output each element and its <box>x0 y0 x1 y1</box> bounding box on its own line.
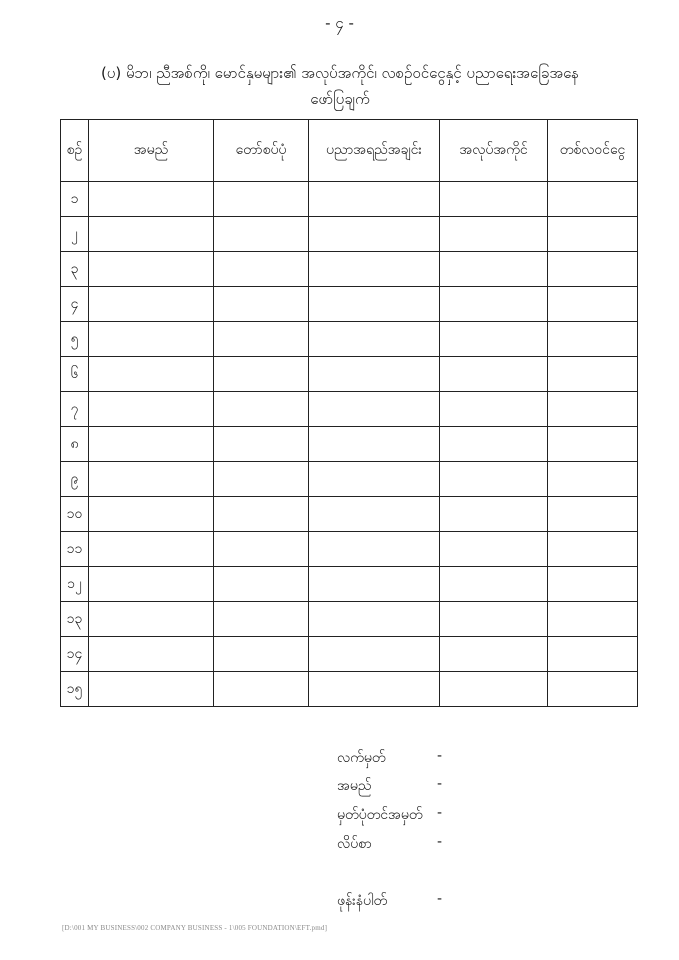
id-number-dash: - <box>437 805 443 821</box>
row-serial: ၁၁ <box>61 532 89 567</box>
cell-income[interactable] <box>548 217 638 252</box>
row-serial: ၅ <box>61 322 89 357</box>
table-header-row <box>61 120 638 182</box>
header-serial: စဉ် <box>61 120 89 182</box>
row-serial: ၄ <box>61 287 89 322</box>
phone-row[interactable] <box>337 891 557 913</box>
table-row <box>61 532 638 567</box>
cell-occupation[interactable] <box>440 462 548 497</box>
heading-line-1: (ပ) မိဘ၊ ညီအစ်ကို၊ မောင်နှမများ၏ အလုပ်အကိုင်၊ လစဉ်ဝင်ငွေနှင့် ပညာရေးအခြေအနေ <box>100 64 580 82</box>
row-serial: ၁၂ <box>61 567 89 602</box>
phone-dash: - <box>437 891 443 907</box>
id-number-row[interactable] <box>337 805 557 827</box>
table-row <box>61 602 638 637</box>
table-row <box>61 287 638 322</box>
cell-name[interactable] <box>89 672 214 707</box>
cell-name[interactable] <box>89 637 214 672</box>
row-serial: ၈ <box>61 427 89 462</box>
phone-label: ဖုန်းနံပါတ် <box>337 893 388 909</box>
cell-income[interactable] <box>548 322 638 357</box>
row-serial: ၁၅ <box>61 672 89 707</box>
cell-name[interactable] <box>89 217 214 252</box>
cell-occupation[interactable] <box>440 672 548 707</box>
cell-name[interactable] <box>89 427 214 462</box>
cell-name[interactable] <box>89 392 214 427</box>
cell-education[interactable] <box>309 462 440 497</box>
cell-relationship[interactable] <box>214 567 309 602</box>
cell-occupation[interactable] <box>440 182 548 217</box>
table-row <box>61 427 638 462</box>
cell-income[interactable] <box>548 427 638 462</box>
cell-education[interactable] <box>309 497 440 532</box>
cell-income[interactable] <box>548 672 638 707</box>
header-occupation: အလုပ်အကိုင် <box>440 120 548 182</box>
id-number-label: မှတ်ပုံတင်အမှတ် <box>337 807 423 823</box>
cell-education[interactable] <box>309 427 440 462</box>
cell-name[interactable] <box>89 462 214 497</box>
row-serial: ၆ <box>61 357 89 392</box>
family-info-table <box>60 119 638 707</box>
row-serial: ၁၃ <box>61 602 89 637</box>
cell-income[interactable] <box>548 602 638 637</box>
row-serial: ၂ <box>61 217 89 252</box>
signature-row[interactable] <box>337 748 557 770</box>
cell-relationship[interactable] <box>214 217 309 252</box>
row-serial: ၉ <box>61 462 89 497</box>
table-row <box>61 567 638 602</box>
cell-education[interactable] <box>309 602 440 637</box>
cell-relationship[interactable] <box>214 357 309 392</box>
cell-relationship[interactable] <box>214 322 309 357</box>
cell-relationship[interactable] <box>214 637 309 672</box>
table-row <box>61 182 638 217</box>
cell-income[interactable] <box>548 287 638 322</box>
address-row[interactable] <box>337 834 557 856</box>
cell-name[interactable] <box>89 182 214 217</box>
page-number: - ၄ - <box>325 14 354 32</box>
cell-education[interactable] <box>309 287 440 322</box>
cell-name[interactable] <box>89 322 214 357</box>
cell-occupation[interactable] <box>440 532 548 567</box>
cell-name[interactable] <box>89 357 214 392</box>
cell-occupation[interactable] <box>440 637 548 672</box>
cell-relationship[interactable] <box>214 672 309 707</box>
cell-name[interactable] <box>89 252 214 287</box>
cell-name[interactable] <box>89 532 214 567</box>
cell-education[interactable] <box>309 532 440 567</box>
cell-occupation[interactable] <box>440 427 548 462</box>
name-dash: - <box>437 776 443 792</box>
header-monthly-income: တစ်လဝင်ငွေ <box>548 120 638 182</box>
table-row <box>61 497 638 532</box>
cell-name[interactable] <box>89 602 214 637</box>
cell-education[interactable] <box>309 672 440 707</box>
cell-education[interactable] <box>309 567 440 602</box>
cell-relationship[interactable] <box>214 392 309 427</box>
address-dash: - <box>437 834 443 850</box>
cell-income[interactable] <box>548 182 638 217</box>
table-row <box>61 672 638 707</box>
cell-relationship[interactable] <box>214 532 309 567</box>
table-row <box>61 217 638 252</box>
row-serial: ၃ <box>61 252 89 287</box>
cell-occupation[interactable] <box>440 567 548 602</box>
row-serial: ၁ <box>61 182 89 217</box>
cell-occupation[interactable] <box>440 322 548 357</box>
cell-education[interactable] <box>309 392 440 427</box>
section-heading <box>40 60 640 112</box>
cell-name[interactable] <box>89 567 214 602</box>
cell-income[interactable] <box>548 252 638 287</box>
cell-relationship[interactable] <box>214 287 309 322</box>
cell-education[interactable] <box>309 217 440 252</box>
table-row <box>61 322 638 357</box>
file-path-footer: [D:\001 MY BUSINESS\002 COMPANY BUSINESS - 1\005 FOUNDATION\EFT.pmd] <box>62 924 328 932</box>
cell-relationship[interactable] <box>214 497 309 532</box>
row-serial: ၁၀ <box>61 497 89 532</box>
cell-education[interactable] <box>309 357 440 392</box>
cell-occupation[interactable] <box>440 392 548 427</box>
table-row <box>61 637 638 672</box>
header-name: အမည် <box>89 120 214 182</box>
header-relationship: တော်စပ်ပုံ <box>214 120 309 182</box>
cell-name[interactable] <box>89 497 214 532</box>
table-row <box>61 462 638 497</box>
cell-name[interactable] <box>89 287 214 322</box>
cell-education[interactable] <box>309 637 440 672</box>
cell-income[interactable] <box>548 392 638 427</box>
cell-occupation[interactable] <box>440 357 548 392</box>
cell-relationship[interactable] <box>214 252 309 287</box>
cell-income[interactable] <box>548 567 638 602</box>
cell-relationship[interactable] <box>214 427 309 462</box>
cell-occupation[interactable] <box>440 252 548 287</box>
signature-dash: - <box>437 748 443 764</box>
cell-income[interactable] <box>548 497 638 532</box>
signature-label: လက်မှတ် <box>337 750 386 766</box>
cell-education[interactable] <box>309 322 440 357</box>
cell-relationship[interactable] <box>214 462 309 497</box>
cell-education[interactable] <box>309 182 440 217</box>
header-education: ပညာအရည်အချင်း <box>309 120 440 182</box>
name-label: အမည် <box>337 778 372 794</box>
row-serial: ၇ <box>61 392 89 427</box>
cell-income[interactable] <box>548 357 638 392</box>
cell-relationship[interactable] <box>214 602 309 637</box>
address-label: လိပ်စာ <box>337 836 372 852</box>
cell-occupation[interactable] <box>440 602 548 637</box>
cell-education[interactable] <box>309 252 440 287</box>
heading-line-2: ဖော်ပြချက် <box>310 90 370 108</box>
table-row <box>61 252 638 287</box>
row-serial: ၁၄ <box>61 637 89 672</box>
cell-income[interactable] <box>548 462 638 497</box>
table-row <box>61 357 638 392</box>
table-row <box>61 392 638 427</box>
cell-occupation[interactable] <box>440 497 548 532</box>
cell-relationship[interactable] <box>214 182 309 217</box>
cell-income[interactable] <box>548 532 638 567</box>
cell-occupation[interactable] <box>440 287 548 322</box>
cell-income[interactable] <box>548 637 638 672</box>
name-row[interactable] <box>337 776 557 798</box>
cell-occupation[interactable] <box>440 217 548 252</box>
